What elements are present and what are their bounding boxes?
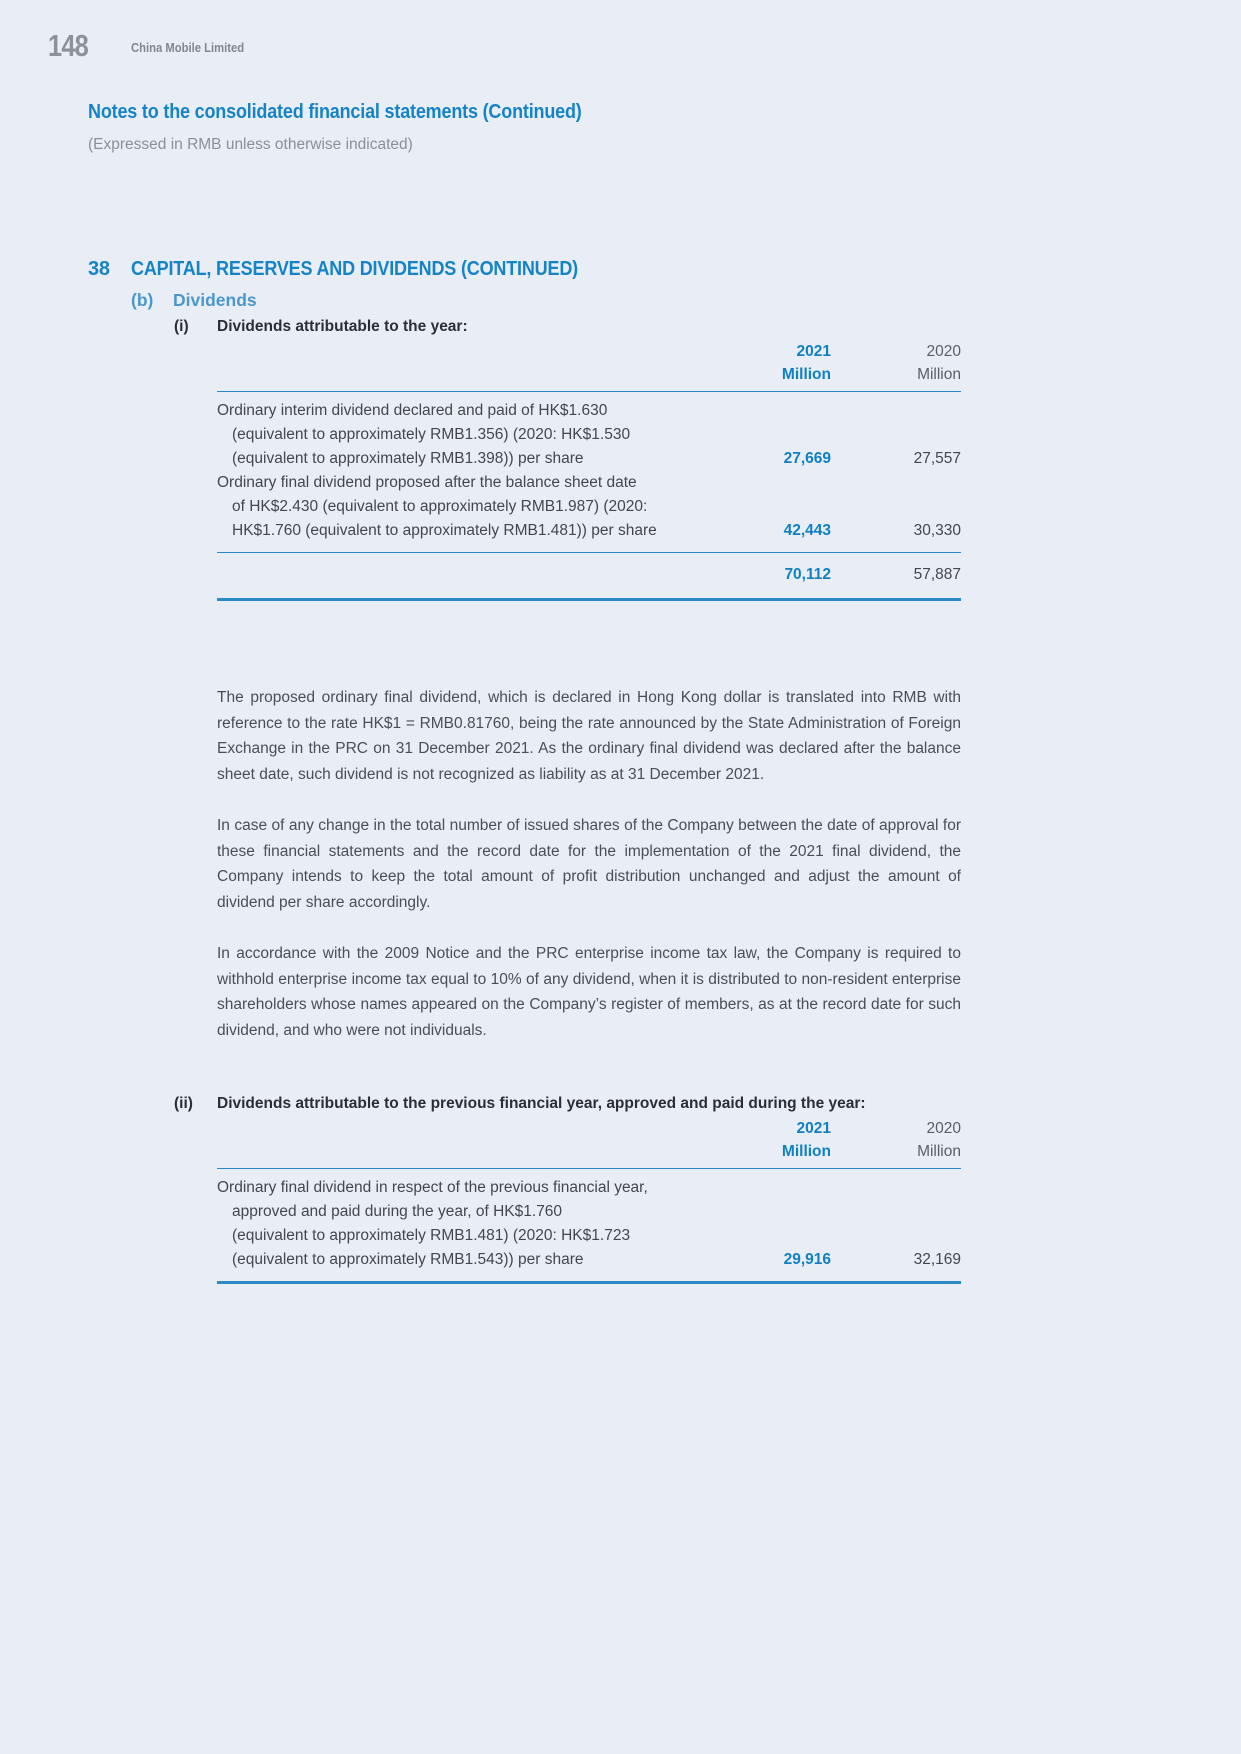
part-ii-title: Dividends attributable to the previous financial year, approved and paid during the year:: [217, 1095, 866, 1112]
value-2020: [831, 1224, 961, 1248]
value-2021: [701, 495, 831, 519]
col-2021-year: 2021: [796, 343, 831, 360]
dividends-table-i: [217, 340, 961, 601]
value-2020: [831, 1200, 961, 1224]
table-row: [217, 399, 961, 423]
value-2021: 42,443: [783, 522, 831, 539]
row-label: Ordinary final dividend in respect of the previous financial year,: [217, 1179, 648, 1196]
col-2021-unit: Million: [781, 366, 831, 383]
part-ii-label: (ii): [174, 1095, 193, 1112]
value-2021: [701, 1176, 831, 1200]
part-i-title: Dividends attributable to the year:: [217, 318, 468, 335]
value-2020: 27,557: [913, 450, 961, 467]
page-header: [48, 28, 256, 64]
table-row: [217, 519, 961, 543]
table-i-total-row: [217, 553, 961, 601]
col-2021-header: [701, 1117, 831, 1163]
paragraph-exchange-rate: The proposed ordinary final dividend, which is declared in Hong Kong dollar is translated into RMB with reference to the rate HK$1 = RMB0.81760, being the rate announced by the State Administration of Foreign Exchange in the PRC on 31 December 2021. As the ordinary final dividend was declared after the balance sheet date, such dividend is not recognized as liability as at 31 December 2021.: [217, 689, 961, 783]
value-2020: 32,169: [913, 1251, 961, 1268]
col-2020-header: [831, 1117, 961, 1163]
value-2020: 30,330: [913, 522, 961, 539]
subsection-heading: [131, 290, 961, 311]
section-number: 38: [88, 258, 110, 280]
table-row: [217, 1200, 961, 1224]
value-2021: 27,669: [783, 450, 831, 467]
doc-title: Notes to the consolidated financial statements (Continued): [88, 101, 582, 123]
col-2020-unit: Million: [917, 366, 961, 383]
row-label: (equivalent to approximately RMB1.398)) per share: [232, 450, 584, 467]
total-2021: 70,112: [784, 566, 831, 583]
row-label: Ordinary final dividend proposed after the balance sheet date: [217, 474, 637, 491]
row-label: (equivalent to approximately RMB1.356) (2020: HK$1.530: [232, 426, 631, 443]
row-label: (equivalent to approximately RMB1.481) (2020: HK$1.723: [232, 1227, 631, 1244]
table-row: [217, 1224, 961, 1248]
subsection-title: Dividends: [173, 290, 257, 310]
paragraph-share-change: In case of any change in the total number of issued shares of the Company between the date of approval for these financial statements and the record date for the implementation of the 2021 final dividend, the Company intends to keep the total amount of profit distribution unchanged and adjust the amount of dividend per share accordingly.: [217, 817, 961, 911]
paragraph-withholding-tax: In accordance with the 2009 Notice and the PRC enterprise income tax law, the Company is required to withhold enterprise income tax equal to 10% of any dividend, when it is distributed to non-resident enterprise shareholders whose names appeared on the Company’s register of members, as at the record date for such dividend, and who were not individuals.: [217, 945, 961, 1039]
value-2021: [701, 1224, 831, 1248]
value-2021: [701, 399, 831, 423]
value-2020: [831, 1176, 961, 1200]
subsection-label: (b): [131, 290, 154, 310]
value-2020: [831, 495, 961, 519]
table-i-body: [217, 392, 961, 553]
part-i-label: (i): [174, 318, 189, 335]
row-label: (equivalent to approximately RMB1.543)) per share: [232, 1251, 584, 1268]
section-heading: [88, 258, 961, 281]
part-i-heading: [174, 318, 961, 336]
value-2021: 29,916: [783, 1251, 831, 1268]
table-row: [217, 1248, 961, 1272]
col-2021-unit: Million: [781, 1143, 831, 1160]
table-ii-body: [217, 1169, 961, 1284]
value-2020: [831, 399, 961, 423]
company-name: China Mobile Limited: [130, 41, 244, 55]
row-label: approved and paid during the year, of HK$1.760: [232, 1203, 563, 1220]
table-row: [217, 423, 961, 447]
page-number: 148: [48, 28, 88, 63]
table-row: [217, 471, 961, 495]
col-2020-header: [831, 340, 961, 386]
col-2020-unit: Million: [917, 1143, 961, 1160]
value-2021: [701, 471, 831, 495]
value-2020: [831, 471, 961, 495]
doc-subtitle: (Expressed in RMB unless otherwise indicated): [88, 136, 413, 153]
col-2020-year: 2020: [926, 343, 961, 360]
doc-title-wrap: [88, 101, 961, 124]
table-row: [217, 447, 961, 471]
value-2021: [701, 1200, 831, 1224]
dividends-table-ii: [217, 1117, 961, 1284]
row-label: of HK$2.430 (equivalent to approximately RMB1.987) (2020:: [232, 498, 648, 515]
col-2021-header: [701, 340, 831, 386]
col-2020-year: 2020: [926, 1120, 961, 1137]
value-2021: [701, 423, 831, 447]
table-row: [217, 1176, 961, 1200]
table-ii-header: [217, 1117, 961, 1169]
total-label: [217, 563, 701, 587]
content-column: [88, 101, 961, 1284]
section-title: CAPITAL, RESERVES AND DIVIDENDS (CONTINUED): [131, 258, 578, 280]
part-ii-heading: [174, 1095, 961, 1113]
row-label: Ordinary interim dividend declared and paid of HK$1.630: [217, 402, 608, 419]
col-2021-year: 2021: [796, 1120, 831, 1137]
table-row: [217, 495, 961, 519]
table-i-header: [217, 340, 961, 392]
value-2020: [831, 423, 961, 447]
row-label: HK$1.760 (equivalent to approximately RMB1.481)) per share: [232, 522, 657, 539]
total-2020: 57,887: [913, 566, 961, 583]
